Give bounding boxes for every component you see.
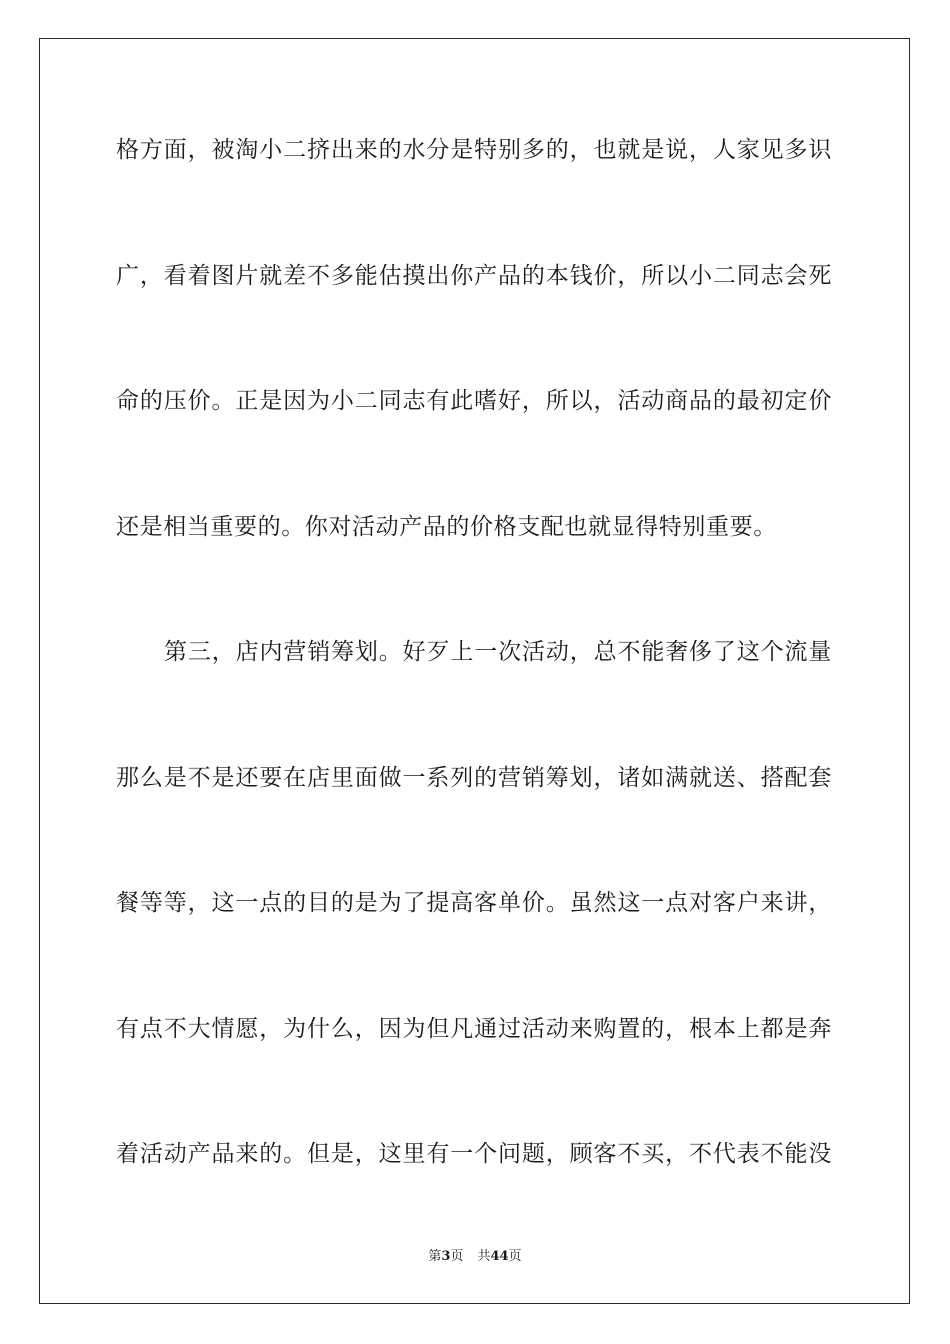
body-text-line: 命的压价。正是因为小二同志有此嗜好，所以，活动商品的最初定价	[116, 388, 832, 414]
body-text-line: 有点不大情愿，为什么，因为但凡通过活动来购置的，根本上都是奔	[116, 1016, 832, 1042]
page-prefix: 第	[428, 1249, 442, 1264]
total-suffix: 页	[508, 1249, 522, 1264]
body-text-line: 那么是不是还要在店里面做一系列的营销筹划，诸如满就送、搭配套	[116, 765, 832, 791]
current-page-number: 3	[441, 1249, 451, 1264]
paragraph-start-line: 第三，店内营销筹划。好歹上一次活动，总不能奢侈了这个流量	[164, 639, 832, 665]
body-text-line: 还是相当重要的。你对活动产品的价格支配也就显得特别重要。	[116, 514, 777, 540]
page-suffix: 页	[450, 1249, 464, 1264]
total-page-number: 44	[490, 1249, 509, 1264]
total-prefix: 共	[477, 1249, 491, 1264]
body-text-line: 格方面，被淘小二挤出来的水分是特别多的，也就是说，人家见多识	[116, 137, 832, 163]
page-border	[39, 38, 910, 1304]
body-text-line: 着活动产品来的。但是，这里有一个问题，顾客不买，不代表不能没	[116, 1141, 832, 1167]
body-text-line: 广，看着图片就差不多能估摸出你产品的本钱价，所以小二同志会死	[116, 263, 832, 289]
body-text-line: 餐等等，这一点的目的是为了提高客单价。虽然这一点对客户来讲，	[116, 890, 832, 916]
page-footer	[0, 1248, 950, 1266]
